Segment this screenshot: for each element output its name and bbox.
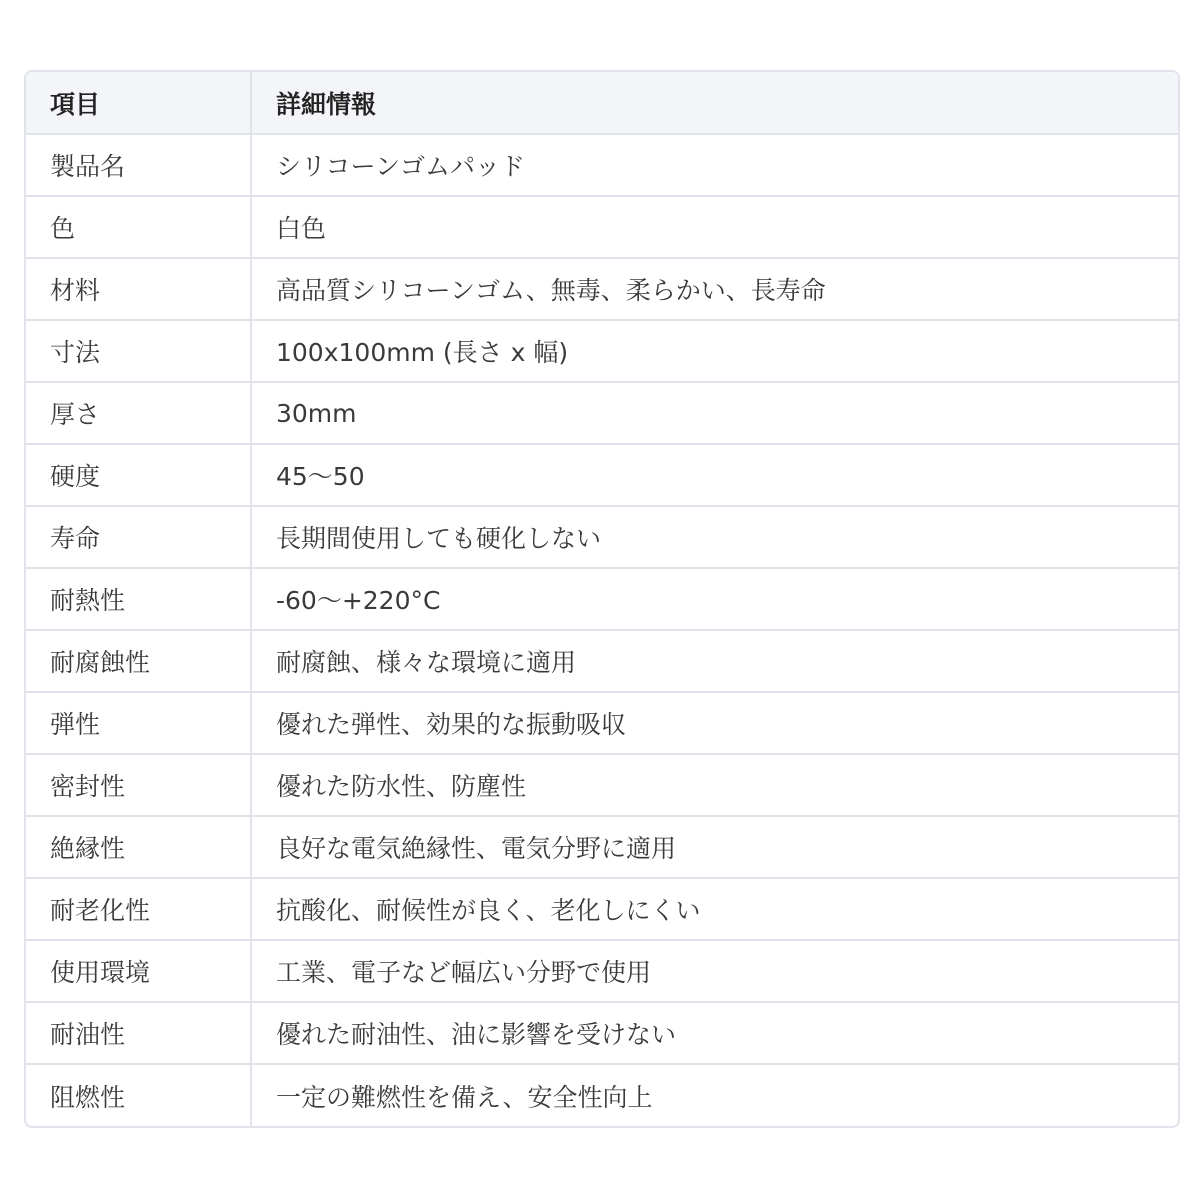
row-detail: 優れた防水性、防塵性 (251, 754, 1178, 816)
table-row (26, 940, 1178, 1002)
row-detail: 工業、電子など幅広い分野で使用 (251, 940, 1178, 1002)
row-item: 製品名 (26, 134, 251, 196)
row-item: 使用環境 (26, 940, 251, 1002)
row-item: 耐腐蝕性 (26, 630, 251, 692)
row-item: 耐熱性 (26, 568, 251, 630)
table-row (26, 382, 1178, 444)
row-item: 耐油性 (26, 1002, 251, 1064)
row-detail: 耐腐蝕、様々な環境に適用 (251, 630, 1178, 692)
table-row (26, 134, 1178, 196)
row-item: 寿命 (26, 506, 251, 568)
row-detail: 45～50 (251, 444, 1178, 506)
row-item: 絶縁性 (26, 816, 251, 878)
table-row (26, 878, 1178, 940)
row-item: 厚さ (26, 382, 251, 444)
row-item: 硬度 (26, 444, 251, 506)
table-row (26, 258, 1178, 320)
header-detail: 詳細情報 (251, 72, 1178, 134)
header-item: 項目 (26, 72, 251, 134)
row-item: 弾性 (26, 692, 251, 754)
table-row (26, 506, 1178, 568)
row-detail: 優れた弾性、効果的な振動吸収 (251, 692, 1178, 754)
row-item: 阻燃性 (26, 1064, 251, 1126)
table-row (26, 320, 1178, 382)
row-detail: 白色 (251, 196, 1178, 258)
row-item: 寸法 (26, 320, 251, 382)
table-row (26, 754, 1178, 816)
row-item: 材料 (26, 258, 251, 320)
table-row (26, 630, 1178, 692)
table-row (26, 692, 1178, 754)
table-row (26, 1002, 1178, 1064)
row-detail: 一定の難燃性を備え、安全性向上 (276, 1082, 653, 1112)
row-detail: シリコーンゴムパッド (251, 134, 1178, 196)
spec-table (26, 72, 1178, 1126)
row-detail: 抗酸化、耐候性が良く、老化しにくい (251, 878, 1178, 940)
row-item: 耐老化性 (26, 878, 251, 940)
table-row (26, 444, 1178, 506)
table-row (26, 816, 1178, 878)
row-detail: 100x100mm (長さ x 幅) (251, 320, 1178, 382)
table-row (26, 568, 1178, 630)
row-detail: 良好な電気絶縁性、電気分野に適用 (251, 816, 1178, 878)
row-detail: 高品質シリコーンゴム、無毒、柔らかい、長寿命 (251, 258, 1178, 320)
row-detail: -60～+220°C (251, 568, 1178, 630)
table-header-row (26, 72, 1178, 134)
row-detail: 長期間使用しても硬化しない (251, 506, 1178, 568)
row-detail: 30mm (251, 382, 1178, 444)
table-row (26, 196, 1178, 258)
spec-table-container (24, 70, 1180, 1128)
table-row (26, 1064, 1178, 1126)
row-detail: 優れた耐油性、油に影響を受けない (251, 1002, 1178, 1064)
row-item: 密封性 (26, 754, 251, 816)
row-item: 色 (26, 196, 251, 258)
